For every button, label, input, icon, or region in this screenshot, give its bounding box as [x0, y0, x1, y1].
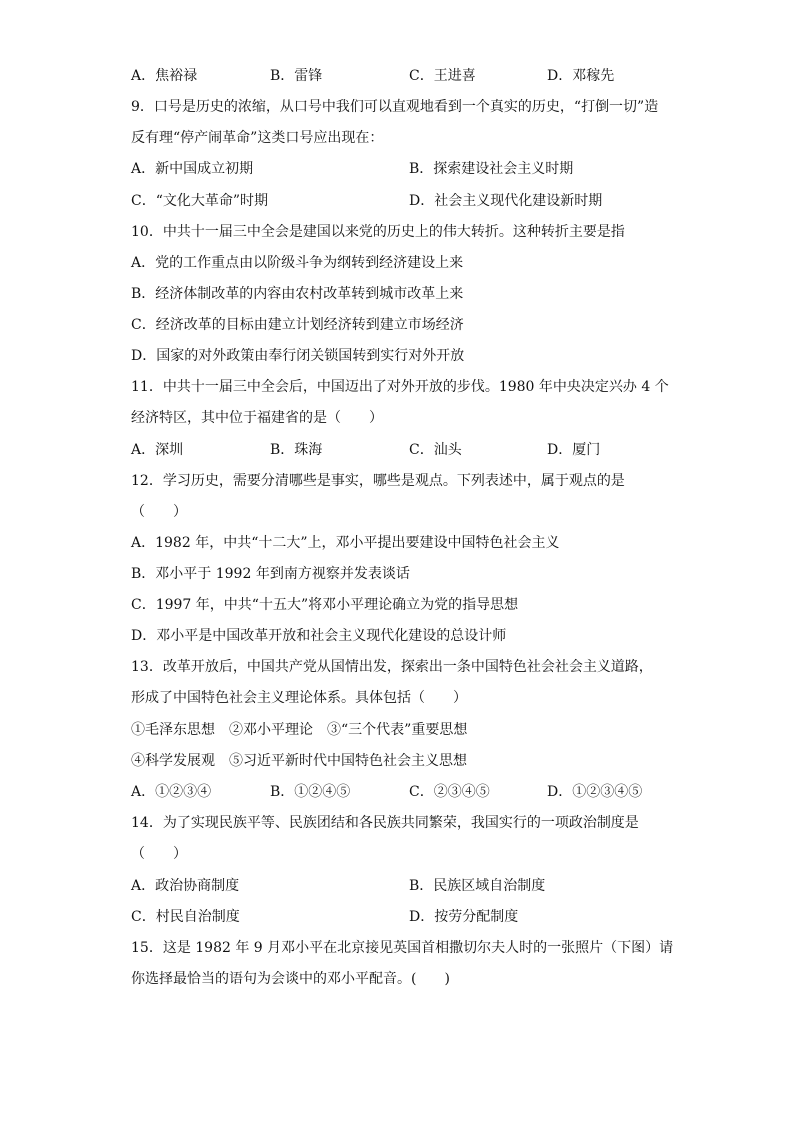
question-13-items-cont: ④科学发展观 ⑤习近平新时代中国特色社会主义思想: [131, 753, 467, 769]
question-9-stem-cont: 反有理“停产闹革命”这类口号应出现在：: [131, 130, 384, 146]
question-11-stem-cont: 经济特区，其中位于福建省的是（ ）: [131, 410, 383, 426]
option-b[interactable]: B．珠海: [270, 442, 323, 458]
option-a[interactable]: A．新中国成立初期: [131, 161, 254, 177]
option-b[interactable]: B．民族区域自治制度: [409, 878, 546, 894]
question-14-stem: 14．为了实现民族平等、民族团结和各民族共同繁荣，我国实行的一项政治制度是: [131, 815, 639, 831]
option-c[interactable]: C．经济改革的目标由建立计划经济转到建立市场经济: [131, 317, 464, 333]
option-a[interactable]: A．深圳: [131, 442, 184, 458]
question-12-stem-cont: （ ）: [131, 504, 187, 520]
question-13-stem: 13．改革开放后，中国共产党从国情出发，探索出一条中国特色社会社会主义道路，: [131, 659, 653, 675]
question-10-stem: 10．中共十一届三中全会是建国以来党的历史上的伟大转折。这种转折主要是指: [131, 224, 625, 240]
option-c[interactable]: C．村民自治制度: [131, 909, 240, 925]
option-c[interactable]: C．1997 年，中共“十五大”将邓小平理论确立为党的指导思想: [131, 597, 519, 613]
question-13-stem-cont: 形成了中国特色社会主义理论体系。具体包括（ ）: [131, 690, 467, 706]
option-d[interactable]: D．按劳分配制度: [409, 909, 519, 925]
option-a[interactable]: A．焦裕禄: [131, 68, 198, 84]
option-c[interactable]: C．②③④⑤: [409, 784, 490, 800]
option-b[interactable]: B．探索建设社会主义时期: [409, 161, 574, 177]
option-d[interactable]: D．①②③④⑤: [547, 784, 643, 800]
option-a[interactable]: A．1982 年，中共“十二大”上，邓小平提出要建设中国特色社会主义: [131, 535, 560, 551]
option-a[interactable]: A．党的工作重点由以阶级斗争为纲转到经济建设上来: [131, 255, 464, 271]
option-d[interactable]: D．社会主义现代化建设新时期: [409, 193, 603, 209]
question-11-stem: 11．中共十一届三中全会后，中国迈出了对外开放的步伐。1980 年中央决定兴办 4 个: [131, 379, 669, 395]
option-d[interactable]: D．厦门: [547, 442, 601, 458]
question-13-items: ①毛泽东思想 ②邓小平理论 ③“三个代表”重要思想: [131, 722, 468, 738]
option-b[interactable]: B．雷锋: [270, 68, 323, 84]
option-b[interactable]: B．邓小平于 1992 年到南方视察并发表谈话: [131, 566, 410, 582]
question-12-stem: 12．学习历史，需要分清哪些是事实，哪些是观点。下列表述中，属于观点的是: [131, 473, 625, 489]
option-a[interactable]: A．①②③④: [131, 784, 212, 800]
question-15-stem-cont: 你选择最恰当的语句为会谈中的邓小平配音。( ): [131, 971, 450, 987]
option-b[interactable]: B．经济体制改革的内容由农村改革转到城市改革上来: [131, 286, 464, 302]
option-d[interactable]: D．邓小平是中国改革开放和社会主义现代化建设的总设计师: [131, 628, 507, 644]
option-b[interactable]: B．①②④⑤: [270, 784, 351, 800]
option-c[interactable]: C．“文化大革命”时期: [131, 193, 269, 209]
option-d[interactable]: D．国家的对外政策由奉行闭关锁国转到实行对外开放: [131, 348, 465, 364]
question-15-stem: 15．这是 1982 年 9 月邓小平在北京接见英国首相撒切尔夫人时的一张照片（下图）请: [131, 940, 674, 956]
option-c[interactable]: C．王进喜: [409, 68, 476, 84]
question-9-stem: 9．口号是历史的浓缩，从口号中我们可以直观地看到一个真实的历史，“打倒一切”造: [131, 99, 659, 115]
question-14-stem-cont: （ ）: [131, 846, 187, 862]
option-c[interactable]: C．汕头: [409, 442, 462, 458]
option-a[interactable]: A．政治协商制度: [131, 878, 240, 894]
option-d[interactable]: D．邓稼先: [547, 68, 615, 84]
